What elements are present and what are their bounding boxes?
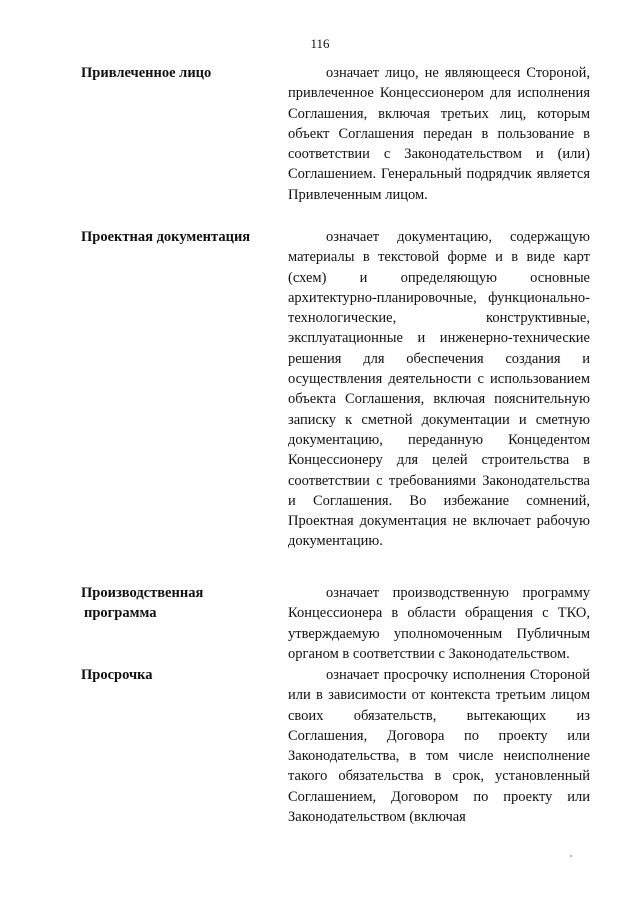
definitions-list (0, 63, 640, 845)
definition-text: означает лицо, не являющееся Стороной, привлеченное Концессионером для исполнения Соглашения, включая третьих лиц, которым объект Соглашения передан в пользование в соответствии с Законодательством и (или) Соглашением. Генеральный подрядчик является Привлеченным лицом. (288, 65, 590, 203)
term-line: программа (84, 605, 157, 621)
definition-text: означает производственную программу Концессионера в области обращения с ТКО, утверждаемую уполномоченным Публичным органом в соответствии с Законодательством. (288, 585, 590, 662)
scan-artifact (570, 855, 572, 857)
definition-entry (0, 665, 640, 845)
page-number: 116 (310, 36, 330, 51)
term-line: Производственная (81, 585, 204, 601)
term (0, 583, 288, 665)
definition-text: означает документацию, содержащую материалы в текстовой форме и в виде карт (схем) и определяющую основные архитектурно-планировочные, функционально-технологические, конструктивные, эксплуатационные и инженерно-технические решения для обеспечения создания и осуществления деятельности с использованием объекта Соглашения, включая пояснительную записку к сметной документации и сметную документацию, переданную Концедентом Концессионеру для целей строительства в соответствии с требованиями Законодательства и Соглашения. Во избежание сомнений, Проектная документация не включает рабочую документацию. (288, 229, 590, 550)
definition-entry (0, 583, 640, 665)
definition-entry (0, 227, 640, 583)
definition-entry (0, 63, 640, 227)
term: Просрочка (81, 667, 153, 683)
term: Привлеченное лицо (81, 65, 212, 81)
definition-text: означает просрочку исполнения Стороной или в зависимости от контекста третьим лицом своих обязательств, вытекающих из Соглашения, Договора по проекту или Законодательства, в том числе неисполнение такого обязательства в срок, установленный Соглашением, Договором по проекту или Законодательством (включая (288, 667, 590, 826)
term: Проектная документация (81, 229, 251, 245)
